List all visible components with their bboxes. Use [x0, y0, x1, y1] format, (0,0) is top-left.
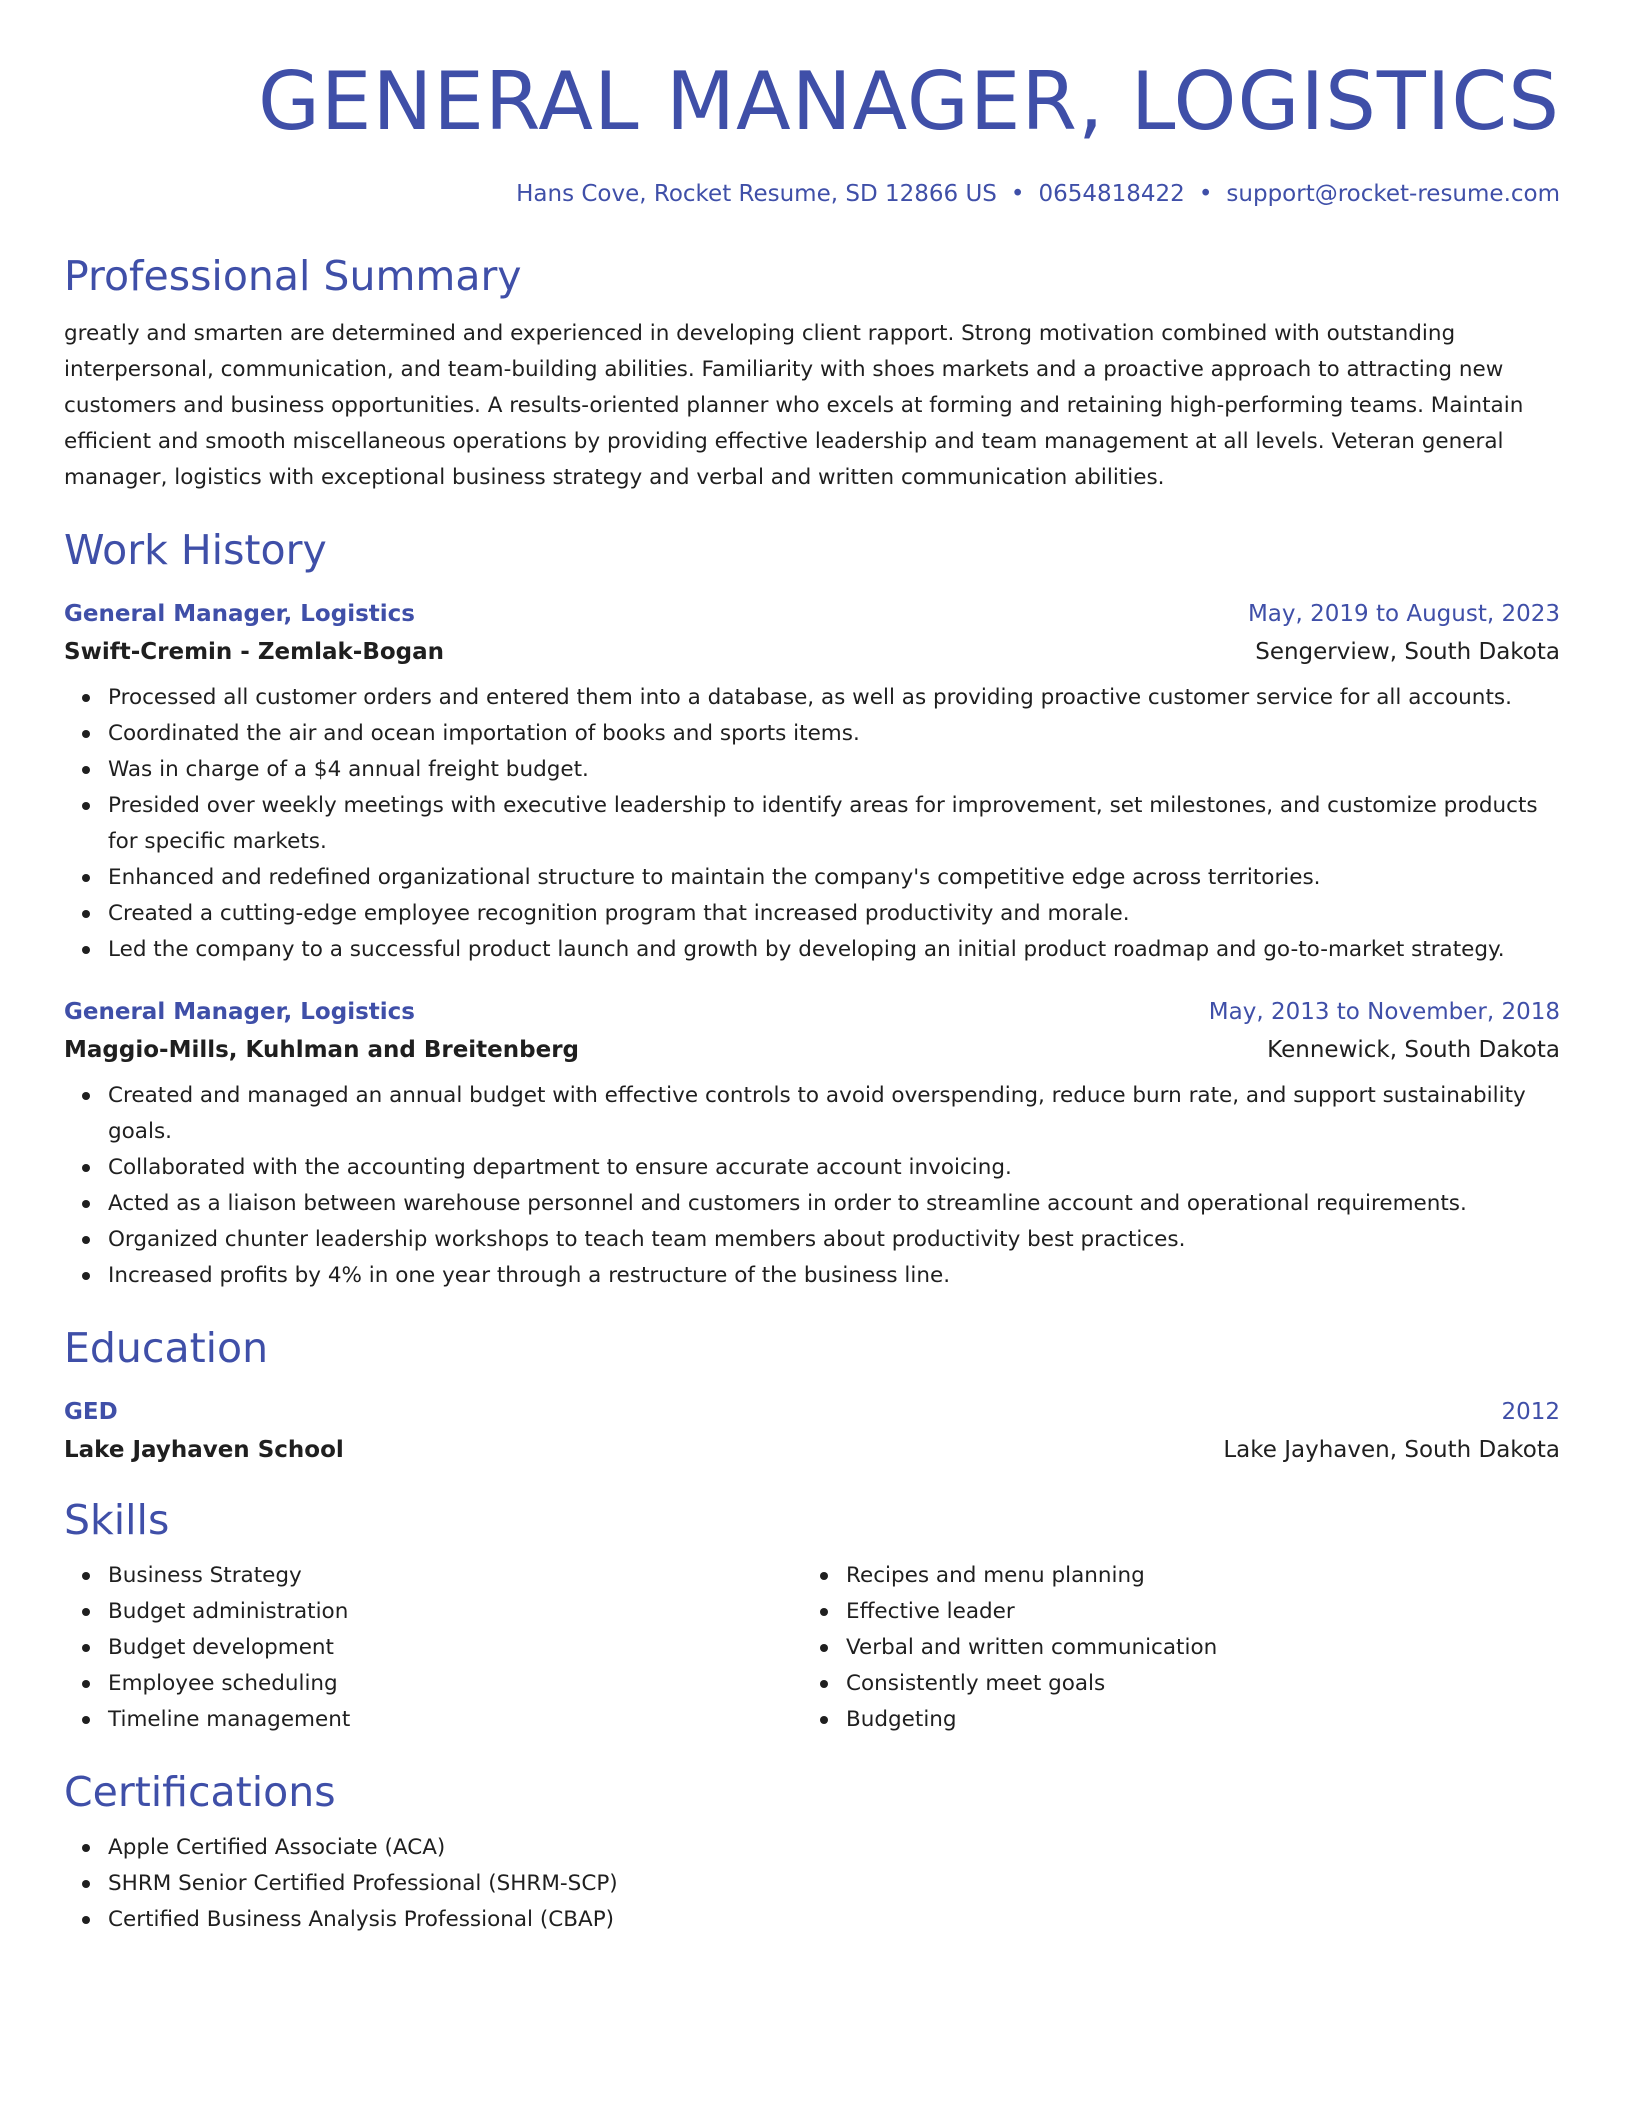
certification-item: Apple Certified Associate (ACA) — [108, 1830, 1560, 1866]
job-entry — [64, 598, 1560, 968]
job-dates: May, 2019 to August, 2023 — [1247, 601, 1560, 627]
job-company: Maggio-Mills, Kuhlman and Breitenberg — [64, 1037, 580, 1063]
skill-item: Consistently meet goals — [846, 1666, 1540, 1702]
contact-address: Hans Cove, Rocket Resume, SD 12866 US — [516, 181, 997, 207]
job-entry — [64, 996, 1560, 1294]
job-bullet: Presided over weekly meetings with executive leadership to identify areas for improvement, set milestones, and customize products for specific markets. — [108, 788, 1560, 860]
contact-line — [64, 178, 1560, 210]
skill-item: Employee scheduling — [108, 1666, 802, 1702]
job-bullet: Enhanced and redefined organizational structure to maintain the company's competitive edge across territories. — [108, 860, 1560, 896]
job-bullet: Collaborated with the accounting department to ensure accurate account invoicing. — [108, 1150, 1560, 1186]
contact-separator: • — [1198, 181, 1213, 207]
resume-header — [64, 0, 1560, 210]
job-bullet: Organized chunter leadership workshops to teach team members about productivity best practices. — [108, 1222, 1560, 1258]
skill-item: Recipes and menu planning — [846, 1558, 1540, 1594]
skills-column-right — [802, 1558, 1540, 1738]
contact-separator: • — [1010, 181, 1025, 207]
education-school: Lake Jayhaven School — [64, 1437, 344, 1463]
job-bullet: Created and managed an annual budget with effective controls to avoid overspending, reduce burn rate, and support sustainability goals. — [108, 1078, 1560, 1150]
job-header-row — [64, 598, 1560, 630]
job-bullet: Coordinated the air and ocean importation of books and sports items. — [108, 716, 1560, 752]
skills-column-left — [64, 1558, 802, 1738]
job-bullets — [64, 1078, 1560, 1294]
summary-heading: Professional Summary — [64, 252, 522, 300]
job-bullet: Increased profits by 4% in one year through a restructure of the business line. — [108, 1258, 1560, 1294]
resume-page — [64, 0, 1560, 1938]
job-bullet: Created a cutting-edge employee recognition program that increased productivity and morale. — [108, 896, 1560, 932]
skills-heading: Skills — [64, 1496, 170, 1544]
education-section — [64, 1322, 1560, 1466]
skill-item: Budget administration — [108, 1594, 802, 1630]
resume-title: GENERAL MANAGER, LOGISTICS — [257, 55, 1560, 148]
contact-phone: 0654818422 — [1038, 181, 1185, 207]
education-heading: Education — [64, 1324, 269, 1372]
job-header-row — [64, 996, 1560, 1028]
work-history-heading: Work History — [64, 526, 327, 574]
skill-item: Effective leader — [846, 1594, 1540, 1630]
education-entry — [64, 1396, 1560, 1466]
job-company-row — [64, 1028, 1560, 1066]
job-dates: May, 2013 to November, 2018 — [1208, 999, 1560, 1025]
skills-grid — [64, 1558, 1560, 1738]
education-header-row — [64, 1396, 1560, 1428]
work-history-section — [64, 524, 1560, 1294]
skill-item: Verbal and written communication — [846, 1630, 1540, 1666]
job-bullets — [64, 680, 1560, 968]
summary-text: greatly and smarten are determined and experienced in developing client rapport. Strong motivation combined with outstanding interpersonal, communication, and team-building abilities. Familiarity with shoes markets and a proactive approach to attracting new customers and business opportunities. A results-oriented planner who excels at forming and retaining high-performing teams. Maintain efficient and smooth miscellaneous operations by providing effective leadership and team management at all levels. Veteran general manager, logistics with exceptional business strategy and verbal and written communication abilities. — [64, 321, 1524, 490]
skills-list — [802, 1558, 1540, 1738]
skills-list — [64, 1558, 802, 1738]
skill-item: Budgeting — [846, 1702, 1540, 1738]
education-degree: GED — [64, 1399, 118, 1425]
education-location: Lake Jayhaven, South Dakota — [1223, 1437, 1560, 1463]
certifications-heading: Certifications — [64, 1768, 336, 1816]
job-bullet: Processed all customer orders and entered them into a database, as well as providing proactive customer service for all accounts. — [108, 680, 1560, 716]
job-location: Sengerview, South Dakota — [1255, 639, 1560, 665]
contact-email: support@rocket-resume.com — [1226, 181, 1560, 207]
education-school-row — [64, 1428, 1560, 1466]
skill-item: Timeline management — [108, 1702, 802, 1738]
skills-section — [64, 1494, 1560, 1738]
job-company: Swift-Cremin - Zemlak-Bogan — [64, 639, 445, 665]
job-location: Kennewick, South Dakota — [1267, 1037, 1560, 1063]
certifications-list — [64, 1830, 1560, 1938]
job-role: General Manager, Logistics — [64, 999, 415, 1025]
certification-item: SHRM Senior Certified Professional (SHRM-SCP) — [108, 1866, 1560, 1902]
skill-item: Budget development — [108, 1630, 802, 1666]
certifications-section — [64, 1766, 1560, 1938]
certification-item: Certified Business Analysis Professional (CBAP) — [108, 1902, 1560, 1938]
job-bullet: Led the company to a successful product launch and growth by developing an initial product roadmap and go-to-market strategy. — [108, 932, 1560, 968]
job-company-row — [64, 630, 1560, 668]
job-bullet: Was in charge of a $4 annual freight budget. — [108, 752, 1560, 788]
education-year: 2012 — [1501, 1399, 1560, 1425]
job-bullet: Acted as a liaison between warehouse personnel and customers in order to streamline account and operational requirements. — [108, 1186, 1560, 1222]
skill-item: Business Strategy — [108, 1558, 802, 1594]
job-role: General Manager, Logistics — [64, 601, 415, 627]
